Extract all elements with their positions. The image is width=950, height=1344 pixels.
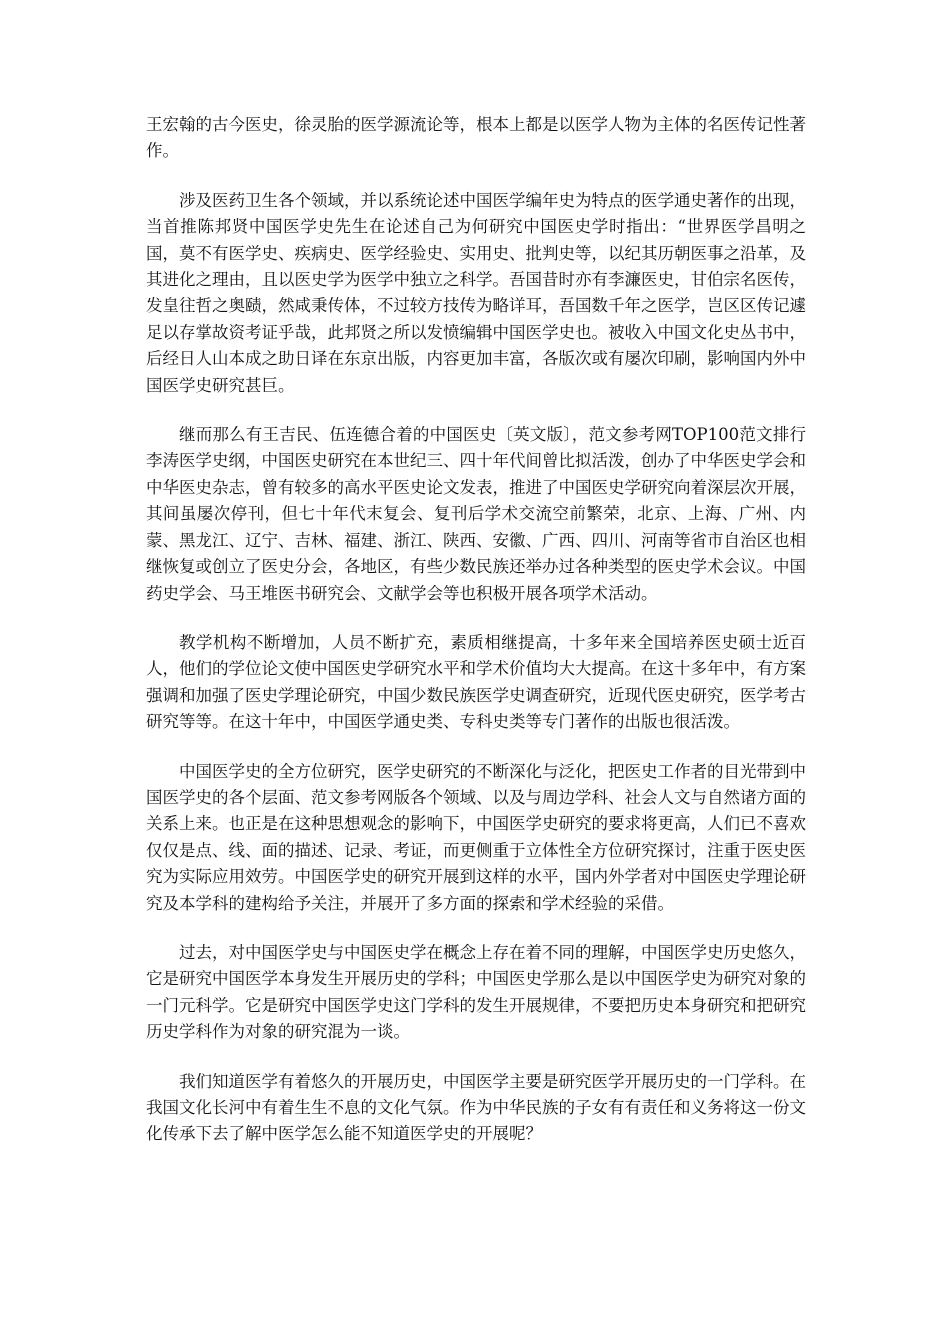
paragraph-2: 涉及医药卫生各个领域，并以系统论述中国医学编年史为特点的医学通史著作的出现，当首推陈邦贤中国医学史先生在论述自己为何研究中国医史学时指出：“世界医学昌明之国，莫不有医学史、疾病史、医学经验史、实用史、批判史等，以纪其历朝医事之沿革，及其进化之理由，且以医史学为医学中独立之科学。吾国昔时亦有李濂医史，甘伯宗名医传，发皇往哲之奥赜，然咸秉传体，不过较方技传为略详耳，吾国数千年之医学，岂区区传记遽足以存掌故资考证乎哉，此邦贤之所以发愤编辑中国医学史也。被收入中国文化史丛书中，后经日人山本成之助日译在东京出版，内容更加丰富，各版次或有屡次印刷，影响国内外中国医学史研究甚巨。 (146, 190, 806, 395)
paragraph-3: 继而那么有王吉民、伍连德合着的中国医史〔英文版〕，范文参考网TOP100范文排行李涛医学史纲，中国医史研究在本世纪三、四十年代间曾比拟活泼，创办了中华医史学会和中华医史杂志，曾有较多的高水平医史论文发表，推进了中国医史学研究向着深层次开展，其间虽屡次停刊，但七十年代末复会、复刊后学术交流空前繁荣，北京、上海、广州、内蒙、黑龙江、辽宁、吉林、福建、浙江、陕西、安徽、广西、四川、河南等省市自治区也相继恢复或创立了医史分会，各地区，有些少数民族还举办过各种类型的医史学术会议。中国药史学会、马王堆医书研究会、文献学会等也积极开展各项学术活动。 (146, 425, 806, 603)
paragraph-6: 过去，对中国医学史与中国医史学在概念上存在着不同的理解，中国医学史历史悠久，它是研究中国医学本身发生开展历史的学科；中国医史学那么是以中国医学史为研究对象的一门元科学。它是研究中国医学史这门学科的发生开展规律，不要把历史本身研究和把研究历史学科作为对象的研究混为一谈。 (146, 942, 806, 1042)
paragraph-4: 教学机构不断增加，人员不断扩充，素质相继提高，十多年来全国培养医史硕士近百人，他们的学位论文使中国医史学研究水平和学术价值均大大提高。在这十多年中，有方案强调和加强了医史学理论研究，中国少数民族医学史调查研究，近现代医史研究，医学考古研究等等。在这十年中，中国医学通史类、专科史类等专门著作的出版也很活泼。 (146, 632, 806, 732)
paragraph-7: 我们知道医学有着悠久的开展历史，中国医学主要是研究医学开展历史的一门学科。在我国文化长河中有着生生不息的文化气氛。作为中华民族的子女有有责任和义务将这一份文化传承下去了解中医学怎么能不知道医学史的开展呢？ (146, 1071, 806, 1144)
paragraph-5: 中国医学史的全方位研究，医学史研究的不断深化与泛化，把医史工作者的目光带到中国医学史的各个层面、范文参考网版各个领域、以及与周边学科、社会人文与自然诸方面的关系上来。也正是在这种思想观念的影响下，中国医学史研究的要求将更高，人们已不喜欢仅仅是点、线、面的描述、记录、考证，而更侧重于立体性全方位研究探讨，注重于医史医究为实际应用效劳。中国医学史的研究开展到这样的水平，国内外学者对中国医史学理论研究及本学科的建构给予关注，并展开了多方面的探索和学术经验的采借。 (146, 761, 806, 913)
paragraph-1: 王宏翰的古今医史，徐灵胎的医学源流论等，根本上都是以医学人物为主体的名医传记性著作。 (146, 115, 806, 161)
document-body (146, 112, 806, 1171)
